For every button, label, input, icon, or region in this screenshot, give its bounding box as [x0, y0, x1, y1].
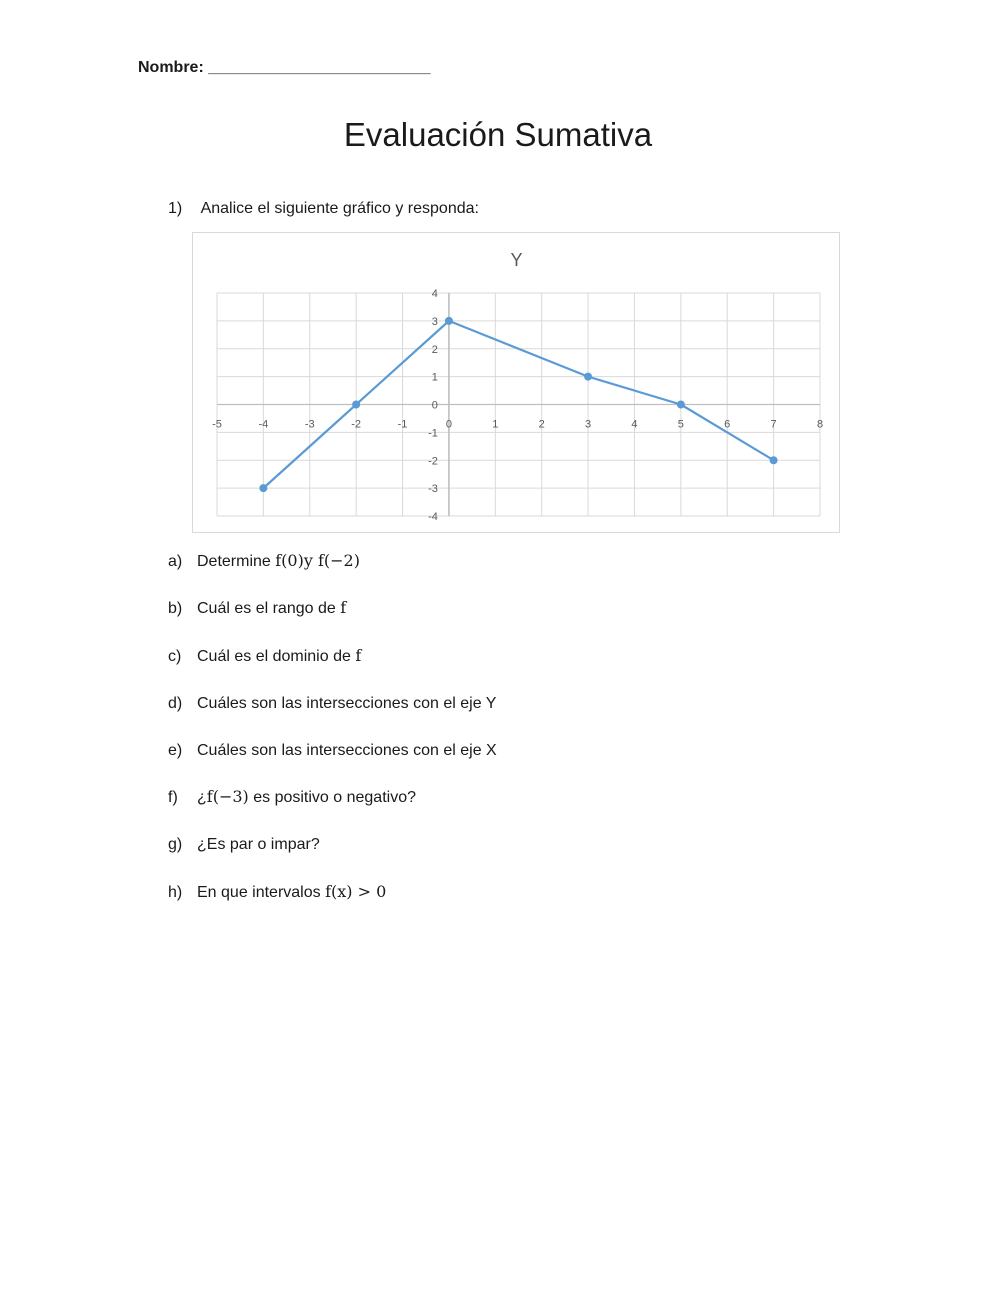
x-tick-label: -4	[258, 418, 269, 431]
data-point	[677, 401, 685, 409]
subquestion-label: g)	[168, 836, 183, 853]
chart-title: Y	[510, 250, 523, 270]
x-tick-label: 8	[816, 418, 824, 431]
subquestion-text: Cuál es el dominio de	[197, 648, 356, 665]
line-chart	[193, 233, 839, 532]
x-tick-label: 5	[677, 418, 684, 431]
subquestion-e	[168, 740, 497, 760]
subquestion-label: a)	[168, 553, 183, 570]
data-point	[445, 317, 453, 325]
x-tick-label: 0	[445, 418, 452, 431]
subquestion-label: c)	[168, 648, 182, 665]
question-1-number: 1)	[168, 200, 183, 217]
subquestion-text: Cuáles son las intersecciones con el eje Y	[197, 695, 497, 712]
subquestion-text: ¿	[197, 789, 207, 806]
x-tick-label: 6	[724, 418, 731, 431]
subquestion-a	[168, 551, 360, 571]
y-tick-label: -4	[428, 511, 438, 523]
question-1	[168, 200, 479, 218]
data-point	[770, 456, 778, 464]
subquestion-text: ¿Es par o impar?	[197, 836, 320, 853]
subquestion-text: Cuáles son las intersecciones con el eje X	[197, 742, 497, 759]
subquestion-c	[168, 646, 361, 666]
subquestion-math: f	[340, 598, 347, 617]
question-1-text: Analice el siguiente gráfico y responda:	[200, 200, 479, 217]
x-tick-label: 2	[538, 418, 545, 431]
subquestion-after: es positivo o negativo?	[248, 789, 416, 806]
y-tick-label: 4	[431, 288, 438, 300]
subquestion-label: d)	[168, 695, 183, 712]
x-tick-label: 3	[585, 418, 592, 431]
y-tick-label: 1	[431, 371, 438, 384]
x-tick-label: 7	[770, 418, 777, 431]
subquestion-h	[168, 882, 386, 902]
subquestion-label: h)	[168, 884, 183, 901]
subquestion-text: Cuál es el rango de	[197, 600, 341, 617]
subquestion-text: Determine	[197, 553, 276, 570]
x-tick-label: -3	[304, 418, 315, 431]
name-field-label: Nombre: _________________________	[138, 59, 431, 76]
subquestion-g	[168, 834, 320, 854]
subquestion-text: En que intervalos	[197, 884, 326, 901]
subquestion-math: f(−3)	[206, 787, 249, 806]
x-tick-label: -2	[351, 418, 362, 431]
data-point	[259, 484, 267, 492]
x-tick-label: -1	[397, 418, 408, 431]
subquestion-label: f)	[168, 789, 178, 806]
subquestion-math: f	[355, 646, 362, 665]
subquestion-math: f(0)y f(−2)	[275, 551, 360, 570]
y-tick-label: -1	[428, 427, 438, 440]
y-tick-label: 2	[431, 343, 438, 356]
y-tick-label: -3	[428, 483, 438, 496]
page-title: Evaluación Sumativa	[343, 116, 653, 153]
y-tick-label: 3	[431, 315, 438, 328]
subquestion-b	[168, 598, 346, 618]
y-tick-label: -2	[428, 455, 438, 468]
x-tick-label: 1	[492, 418, 499, 431]
x-tick-label: 4	[631, 418, 638, 431]
subquestion-label: b)	[168, 600, 183, 617]
data-point	[352, 401, 360, 409]
subquestion-label: e)	[168, 742, 183, 759]
subquestion-math: f(x) > 0	[325, 882, 387, 901]
x-tick-label: -5	[212, 418, 222, 431]
y-tick-label: 0	[431, 399, 438, 412]
subquestion-f	[168, 787, 416, 807]
subquestion-d	[168, 693, 496, 713]
chart-container	[192, 232, 840, 533]
data-point	[584, 373, 592, 381]
